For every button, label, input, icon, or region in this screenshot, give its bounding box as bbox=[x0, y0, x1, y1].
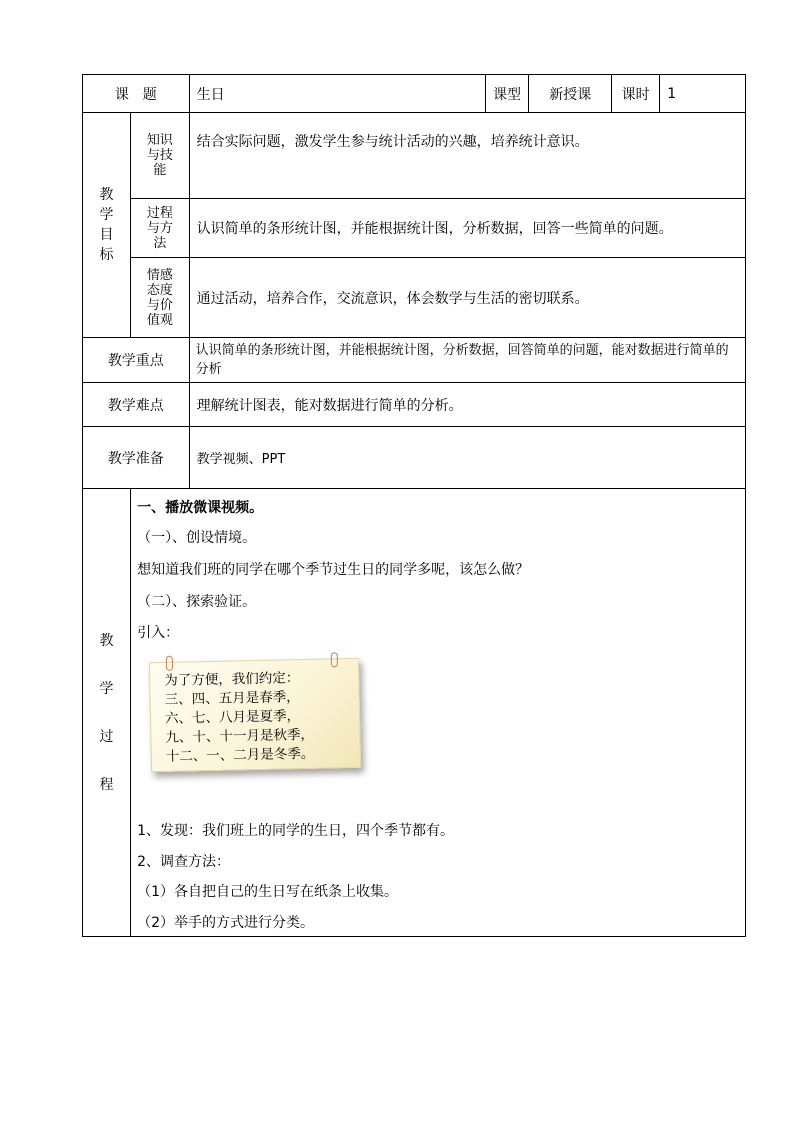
paper-clip-icon bbox=[166, 656, 173, 671]
note-line: 三、四、五月是春季， bbox=[164, 689, 300, 708]
objective-text-knowledge: 结合实际问题，激发学生参与统计活动的兴趣，培养统计意识。 bbox=[189, 113, 745, 199]
process-method1: （1）各自把自己的生日写在纸条上收集。 bbox=[137, 884, 398, 900]
season-note-card bbox=[149, 658, 361, 772]
objectives-label: 教 学 目 标 bbox=[83, 113, 131, 338]
objective-text-process: 认识简单的条形统计图，并能根据统计图，分析数据，回答一些简单的问题。 bbox=[189, 199, 745, 258]
process-heading: 一、播放微课视频。 bbox=[137, 500, 264, 516]
note-line: 为了方便，我们约定： bbox=[164, 670, 300, 689]
objective-label-attitude: 情感 态度 与价 值观 bbox=[131, 258, 190, 338]
paper-clip-icon bbox=[331, 652, 338, 667]
lesson-plan-table bbox=[82, 74, 746, 937]
type-label: 课型 bbox=[485, 75, 529, 113]
process-intro: 引入： bbox=[137, 625, 180, 641]
preparation-text: 教学视频、PPT bbox=[189, 427, 745, 489]
process-method: 2、调查方法： bbox=[137, 854, 231, 870]
type-value: 新授课 bbox=[529, 75, 612, 113]
period-label: 课时 bbox=[612, 75, 660, 113]
topic-label: 课 题 bbox=[83, 75, 190, 113]
difficulties-text: 理解统计图表，能对数据进行简单的分析。 bbox=[189, 383, 745, 427]
process-method2: （2）举手的方式进行分类。 bbox=[137, 915, 315, 931]
process-question: 想知道我们班的同学在哪个季节过生日的同学多呢，该怎么做？ bbox=[137, 562, 530, 578]
key-points-row bbox=[83, 338, 746, 383]
process-content bbox=[131, 489, 746, 937]
objective-label-process: 过程 与方 法 bbox=[131, 199, 190, 258]
preparation-row bbox=[83, 427, 746, 489]
difficulties-label: 教学难点 bbox=[83, 383, 190, 427]
difficulties-row bbox=[83, 383, 746, 427]
topic-value: 生日 bbox=[189, 75, 485, 113]
process-finding: 1、发现：我们班上的同学的生日，四个季节都有。 bbox=[137, 823, 454, 839]
note-line: 十二、一、二月是冬季。 bbox=[165, 745, 315, 765]
process-step2: （二）、探索验证。 bbox=[137, 594, 257, 610]
objective-row-attitude bbox=[83, 258, 746, 338]
preparation-label: 教学准备 bbox=[83, 427, 190, 489]
key-points-label: 教学重点 bbox=[83, 338, 190, 383]
objective-text-attitude: 通过活动，培养合作，交流意识，体会数学与生活的密切联系。 bbox=[189, 258, 745, 338]
process-step1: （一）、创设情境。 bbox=[137, 530, 257, 546]
process-label: 教 学 过 程 bbox=[83, 489, 131, 937]
note-line: 六、七、八月是夏季， bbox=[164, 708, 301, 727]
header-row bbox=[83, 75, 746, 113]
objective-label-knowledge: 知识 与技 能 bbox=[131, 113, 190, 199]
objective-row-knowledge bbox=[83, 113, 746, 199]
process-row bbox=[83, 489, 746, 937]
note-line: 九、十、十一月是秋季， bbox=[165, 726, 315, 746]
period-value: 1 bbox=[660, 75, 746, 113]
key-points-text: 认识简单的条形统计图，并能根据统计图，分析数据，回答简单的问题，能对数据进行简单的分析 bbox=[189, 338, 745, 383]
objective-row-process bbox=[83, 199, 746, 258]
